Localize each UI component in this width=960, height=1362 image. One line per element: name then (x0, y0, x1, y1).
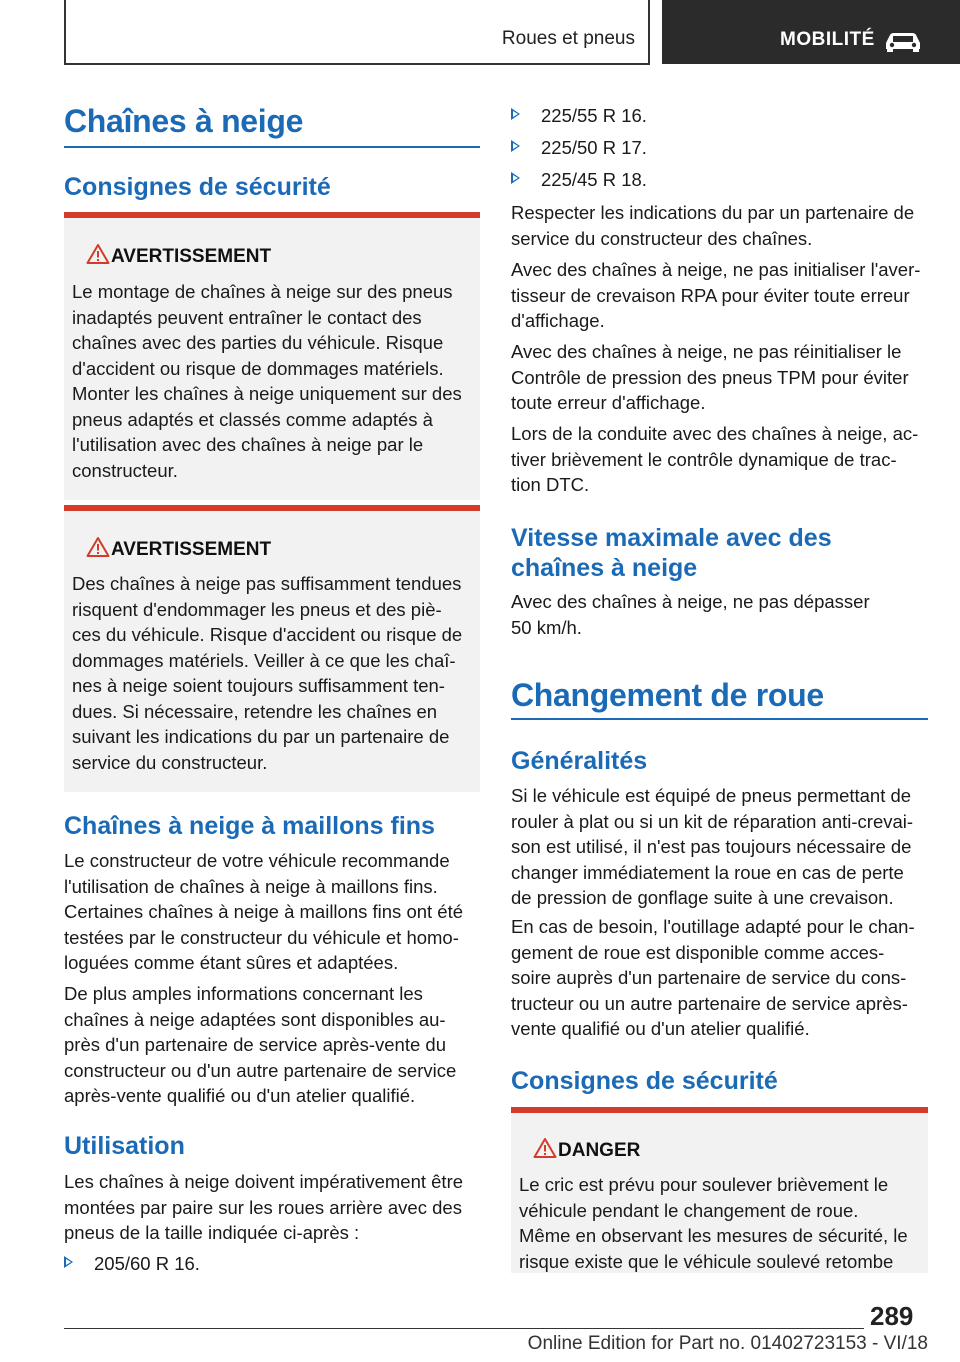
warning-line: inadaptés peuvent entraîner le contact des (72, 306, 422, 328)
warning-triangle-icon (86, 536, 110, 558)
car-icon (882, 30, 924, 52)
warning-line: constructeur. (72, 459, 178, 481)
title-rule (64, 146, 480, 148)
warning-triangle-icon (533, 1137, 557, 1159)
warning-title: AVERTISSEMENT (111, 246, 272, 267)
list-item: 225/50 R 17. (511, 137, 811, 161)
bullet-triangle-icon (511, 172, 520, 184)
warning-line: service du constructeur. (72, 751, 268, 773)
warning-triangle-icon (86, 243, 110, 265)
warning-line: l'utilisation avec des chaînes à neige par le (72, 434, 424, 455)
title-rule (511, 718, 928, 720)
page-title: Chaînes à neige (64, 103, 304, 139)
warning-title: AVERTISSEMENT (111, 539, 272, 560)
list-item: 205/60 R 16. (64, 1253, 364, 1277)
warning-line: ces du véhicule. Risque d'accident ou risque de (72, 624, 463, 645)
header-divider-right (648, 0, 650, 64)
paragraph: De plus amples informations concernant les chaînes à neige adaptées sont disponibles au- près d'un partenaire de service après-vente du constructeur ou d'un autre partenaire de service après-vente qualifié ou d'un atelier qualifié. (64, 983, 457, 1106)
paragraph: Avec des chaînes à neige, ne pas réinitialiser le Contrôle de pression des pneus TPM pour éviter toute erreur d'affichage. (511, 341, 909, 413)
warning-line: nes à neige soient toujours suffisamment ten- (72, 675, 445, 696)
paragraph: Lors de la conduite avec des chaînes à neige, ac- tiver brièvement le contrôle dynamique de trac- tion DTC. (511, 423, 919, 495)
heading-max-speed: Vitesse maximale avec des chaînes à neige (511, 524, 832, 582)
edition-text: Online Edition for Part no. 01402723153 - VI/18 (527, 1333, 928, 1354)
paragraph: Avec des chaînes à neige, ne pas initialiser l'aver- tisseur de crevaison RPA pour éviter toute erreur d'affichage. (511, 259, 921, 331)
bullet-triangle-icon (64, 1256, 73, 1268)
warning-line: pneus adaptés et classés comme adaptés à (72, 408, 433, 430)
warning-line: dommages matériels. Veiller à ce que les chaî- (72, 649, 456, 671)
danger-box (511, 1107, 928, 1273)
warning-line: Le montage de chaînes à neige sur des pneus (72, 281, 453, 302)
warning-line: suivant les indications du par un partenaire de (72, 726, 450, 747)
paragraph: En cas de besoin, l'outillage adapté pour le chan- gement de roue est disponible comme acces- soire auprès d'un partenaire de service du cons- tructeur ou un autre partenaire de service après- vente qualifié ou d'un atelier qualifié. (511, 916, 915, 1039)
footer-rule (64, 1328, 864, 1329)
warning-box-1 (64, 212, 480, 500)
warning-line: d'accident ou risque de dommages matériels. (72, 357, 444, 379)
warning-box-2 (64, 505, 480, 792)
heading-usage: Utilisation (64, 1132, 185, 1160)
paragraph: Le constructeur de votre véhicule recommande l'utilisation de chaînes à neige à maillons fins. Certaines chaînes à neige à maillons fins ont été testées par le constructeur du véhicule et homo- loguées comme étant sûres et adaptées. (64, 850, 464, 973)
heading-fine-chains: Chaînes à neige à maillons fins (64, 812, 435, 840)
bullet-triangle-icon (511, 140, 520, 152)
warning-line: dues. Si nécessaire, retendre les chaînes en (72, 700, 438, 722)
section-title: Roues et pneus (501, 28, 635, 49)
chapter-tab-label: MOBILITÉ (780, 29, 875, 50)
heading-safety: Consignes de sécurité (64, 173, 331, 201)
danger-title: DANGER (558, 1140, 641, 1161)
paragraph: Si le véhicule est équipé de pneus permettant de rouler à plat ou si un kit de réparation anti-crevai- son est utilisé, il n'est pas toujours nécessaire de changer immédiatement la roue en cas de perte de pression de gonflage suite à une crevaison. (511, 785, 914, 908)
heading-general: Généralités (511, 747, 648, 775)
list-item: 225/45 R 18. (511, 169, 811, 193)
warning-line: chaînes avec des parties du véhicule. Risque (72, 332, 444, 353)
warning-text (72, 571, 478, 775)
warning-line: Des chaînes à neige pas suffisamment tendues (72, 573, 462, 594)
warning-line: risquent d'endommager les pneus et des piè- (72, 598, 442, 620)
page-title-wheel-change: Changement de roue (511, 677, 824, 713)
warning-line: Monter les chaînes à neige uniquement sur des (72, 383, 462, 404)
paragraph: Respecter les indications du par un partenaire de service du constructeur des chaînes. (511, 202, 915, 249)
header-underline (64, 63, 650, 65)
page-number: 289 (870, 1301, 914, 1331)
warning-text (72, 279, 478, 483)
list-item: 225/55 R 16. (511, 105, 811, 129)
danger-text: Le cric est prévu pour soulever brièvement le véhicule pendant le changement de roue. Même en observant les mesures de sécurité, le risque existe que le véhicule soulevé retombe (519, 1174, 908, 1272)
paragraph: Avec des chaînes à neige, ne pas dépasser 50 km/h. (511, 591, 870, 638)
paragraph: Les chaînes à neige doivent impérativement être montées par paire sur les roues arrière avec des pneus de la taille indiquée ci-après : (64, 1171, 464, 1243)
heading-safety-2: Consignes de sécurité (511, 1067, 778, 1095)
bullet-triangle-icon (511, 108, 520, 120)
